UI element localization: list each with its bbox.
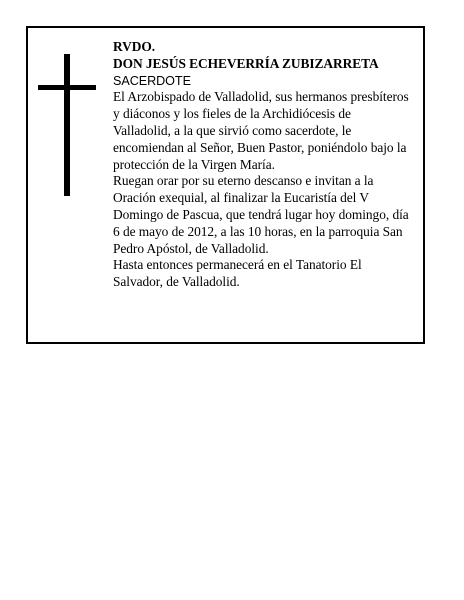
obituary-text <box>113 39 423 291</box>
text-line: Domingo de Pascua, que tendrá lugar hoy domingo, día <box>113 206 409 222</box>
deceased-name: DON JESÚS ECHEVERRÍA ZUBIZARRETA <box>113 55 379 71</box>
text-line: encomiendan al Señor, Buen Pastor, poniéndolo bajo la <box>113 139 407 155</box>
text-line: 6 de mayo de 2012, a las 10 horas, en la parroquia San <box>113 223 403 239</box>
text-line: y diáconos y los fieles de la Archidiócesis de <box>113 106 351 122</box>
text-line: Valladolid, a la que sirvió como sacerdote, le <box>113 122 352 138</box>
text-line: Oración exequial, al finalizar la Eucaristía del V <box>113 190 370 206</box>
text-line: Salvador, de Valladolid. <box>113 274 240 290</box>
cross-horizontal-bar <box>38 85 96 90</box>
text-line: Ruegan orar por su eterno descanso e invitan a la <box>113 173 374 189</box>
deceased-role: SACERDOTE <box>113 73 191 88</box>
text-line: Hasta entonces permanecerá en el Tanatorio El <box>113 257 362 273</box>
paragraph-location <box>113 257 423 291</box>
text-line: Pedro Apóstol, de Valladolid. <box>113 240 269 256</box>
title-prefix: RVDO. <box>113 39 156 54</box>
paragraph-invitation <box>113 173 423 257</box>
cross-vertical-bar <box>64 54 70 196</box>
text-line: protección de la Virgen María. <box>113 156 275 172</box>
paragraph-announcement <box>113 89 423 173</box>
text-line: El Arzobispado de Valladolid, sus hermanos presbíteros <box>113 89 409 105</box>
